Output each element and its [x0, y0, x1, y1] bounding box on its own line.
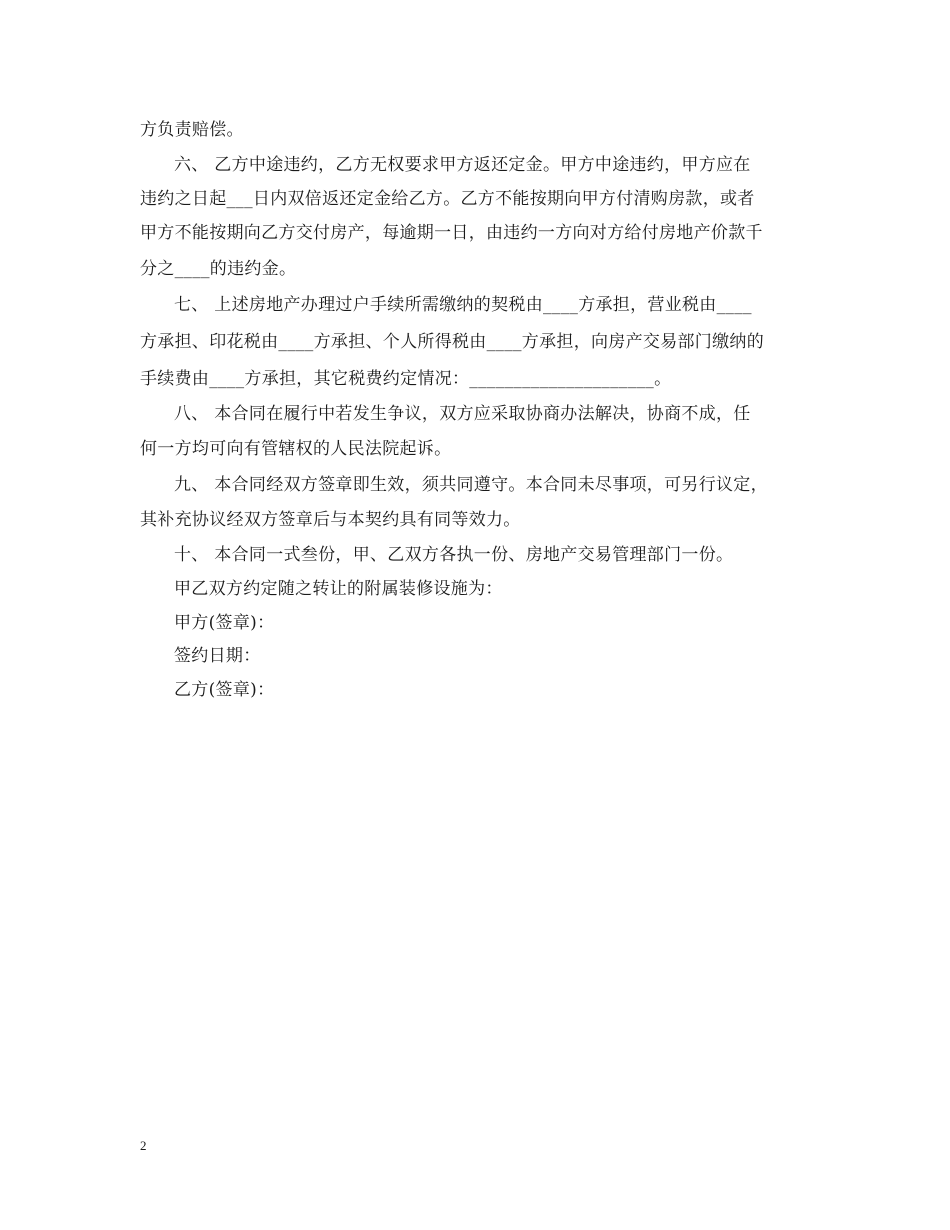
clause-nine-line: 九、 本合同经双方签章即生效，须共同遵守。本合同未尽事项，可另行议定，: [174, 475, 768, 495]
page-number: 2: [140, 1138, 147, 1153]
paragraph-line: 甲方不能按期向乙方交付房产，每逾期一日，由违约一方向对方给付房地产价款千: [140, 223, 763, 243]
fixtures-line: 甲乙双方约定随之转让的附属装修设施为：: [174, 579, 503, 599]
clause-seven-line: 七、 上述房地产办理过户手续所需缴纳的契税由____方承担，营业税由____: [174, 295, 752, 315]
signing-date-line: 签约日期：: [174, 646, 261, 666]
paragraph-line: 分之____的违约金。: [140, 259, 297, 279]
clause-six-line: 六、 乙方中途违约，乙方无权要求甲方返还定金。甲方中途违约，甲方应在: [174, 155, 751, 175]
party-b-signature-line: 乙方(签章)：: [174, 680, 275, 700]
clause-ten-line: 十、 本合同一式叁份，甲、乙双方各执一份、房地产交易管理部门一份。: [174, 545, 734, 565]
paragraph-line: 手续费由____方承担，其它税费约定情况：_____________________。: [140, 369, 672, 389]
paragraph-line: 其补充协议经双方签章后与本契约具有同等效力。: [140, 510, 521, 530]
paragraph-line: 方负责赔偿。: [140, 120, 244, 140]
paragraph-line: 何一方均可向有管辖权的人民法院起诉。: [140, 439, 452, 459]
party-a-signature-line: 甲方(签章)：: [174, 613, 275, 633]
clause-eight-line: 八、 本合同在履行中若发生争议，双方应采取协商办法解决，协商不成，任: [174, 404, 751, 424]
paragraph-line: 方承担、印花税由____方承担、个人所得税由____方承担，向房产交易部门缴纳的: [140, 332, 764, 352]
paragraph-line: 违约之日起___日内双倍返还定金给乙方。乙方不能按期向甲方付清购房款，或者: [140, 189, 755, 209]
